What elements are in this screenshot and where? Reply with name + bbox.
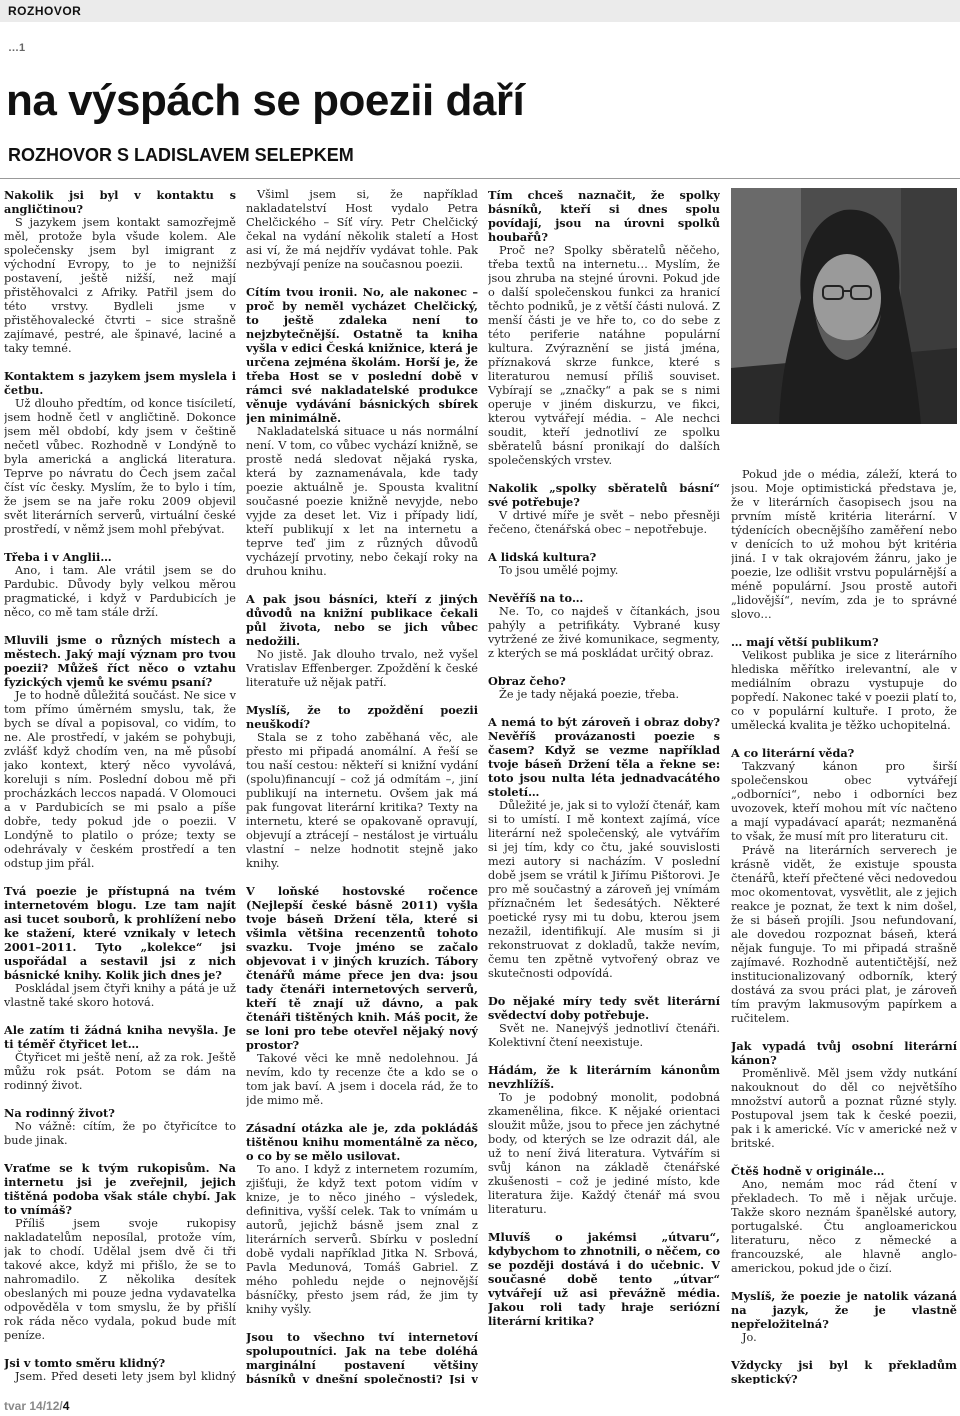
answer: Proč ne? Spolky sběratelů něčeho, třeba textů na internetu… Myslím, že jsou zhruba na stejné úrovni. Pokud jde o další společenskou funkci za hranicí těchto podniků, je z větší části nulová. Z menší části je ve hře to, co do sebe z této periferie natáhne populární kultura. Zvýraznění se jistá jména, příznaková skrze funkce, které s literaturou nemusí příliš souviset. Vybírají se „značky“ a pak se s nimi operuje v jiném diskurzu, ve fikci, kterou vytvářejí média. – Ale nechci soudit, kteří jednotliví ze spolku sběratelů básní pronikají do dalších společenských vrstev. [488,244,720,467]
answer: Takzvaný kánon pro širší společenskou obec vytvářejí „odborníci“, nebo i odborníci bez uvozovek, kteří mohou mít víc načteno a mají vypadávací aparát; nezmaněná to však, že musí mít pro literaturu cit. [731,760,957,843]
answer: Právě na literárních serverech je krásně vidět, že existuje spousta čtenářů, kteří přečtené věci nedovedou moc okomentovat, vysvětlit, ale z jejich reakce je poznat, že text k nim došel, že si báseň projíli. Jsou nefundovaní, ale dovedou rozpoznat báseň, která nějak funguje. To mi připadá strašně zajímavé. Rozhodně autentičtější, než institucionalizovaný odborník, který dostává za svou práci plat, je zároveň tím pravým lakmusovým papírkem a ručitelem. [731,844,957,1025]
question: Jsou to všechno tví internetoví spolupoutníci. Jak na tebe doléhá marginální postavení většiny básníků v dnešní společnosti? Jsi v [246,1330,478,1384]
answer: Jo. [742,1331,757,1344]
question: Mluvíš o jakémsi „útvaru“, kdybychom to zhnotnili, o něčem, co se později dostává i do učebnic. V současné době tento „útvar“ vytvářejí už asi převážně média. Jakou roli tady hraje seriózní literární kritika? [488,1230,720,1328]
answer: Ano, i tam. Ale vrátil jsem se do Pardubic. Důvody byly velkou měrou pragmatické, i když v Pardubicích je něco, co mě tam stále drží. [4,564,236,619]
answer: Jsem. Před deseti lety jsem byl klidný [15,1370,236,1383]
question: Zásadní otázka ale je, zda pokládáš tištěnou knihu momentálně za něco, o co by se mělo usilovat. [246,1121,478,1163]
question: Jak vypadá tvůj osobní literární kánon? [731,1039,957,1067]
article-title: na výspách se poezii daří [6,76,525,125]
question: Cítím tvou ironii. No, ale nakonec – proč by neměl vycházet Chelčický, to ještě zdaleka není to nejzbytečnější. Ostatně ta kniha vyšla v edici Česká knižnice, která je určena zejména školám. Horší je, že třeba Host se v poslední době v rámci své nakladatelské produkce věnuje vydávání básnických sbírek jen minimálně. [246,285,478,425]
answer: Čtyřicet mi ještě není, až za rok. Ještě můžu rok psát. Potom se dám na rodinný život. [4,1051,236,1092]
answer: To jsou umělé pojmy. [499,564,619,577]
question: Na rodinný život? [4,1106,115,1120]
title-divider [0,178,960,179]
answer: To ano. I když z internetem rozumím, zjišťuji, že když text potom vidím v knize, je to něco jiného – výsledek, definitiva, vyšší celek. Tak to vnímám u autorů, jejichž básně jsem znal z literárních serverů. Sbírku v poslední době vydali například Jitka N. Srbová, Pavla Medunová, Tomáš Gabriel. Z mého pohledu nejde o nejnovější básníčky, přesto jsem rád, že jim ty knihy vyšly. [246,1163,478,1316]
question: Obraz čeho? [488,674,566,688]
question: Tvá poezie je přístupná na tvém internetovém blogu. Lze tam najít asi tucet souborů, k prohlížení nebo ke stažení, které vznikaly v letech 2001–2011. Tyto „kolekce“ jsi uspořádal a sestavil jsi z nich básnické knihy. Kolik jich dnes je? [4,884,236,982]
answer: Svět ne. Nanejvýš jednotliví čtenáři. Kolektivní čtení neexistuje. [488,1022,720,1049]
question: … mají větší publikum? [731,635,879,649]
answer: Důležité je, jak si to vyloží čtenář, kam si to umístí. I mě kontext zajímá, více literární než společenský, ale vytvářím si jej tím, kdy co čtu, jaké souvislosti mezi autory si nacházím. V poslední době jsem se vrátil k Jiřímu Pištorovi. Je pro mě součastný a zároveň jej vnímám příznačném let šedesátých. Některé poetické rysy mi tu dobu, kterou jsem nezažil, identifikují. Ale musím si ji rekonstruovat z dokladů, takže nevím, čemu ten zpětně vytvořený obraz ve skutečnosti odpovídá. [488,799,720,980]
answer: Ano, nemám moc rád čtení v překladech. To mě i nějak určuje. Takže skoro neznám španělské autory, portugalské. Čtu angloamerickou literaturu, něco z německé a francouzské, ale hlavně anglo-americkou, pokud jde o čizí. [731,1178,957,1275]
answer: Pokud jde o média, záleží, která to jsou. Moje optimistická představa je, že v literárních časopisech jsou na prvním místě kritéria literární. V týdenících obecnějšího zaměření nebo v denících to už mohou být kritéria jiná. I v tak okrajovém žánru, jako je poezie, lze odlišit vrstvu populárnější a méně populární. Jsou prostě autoři „lidovější“, nevím, zda je to správné slovo… [731,468,957,621]
question: Myslíš, že to zpoždění poezii neuškodí? [246,703,478,731]
question: Kontaktem s jazykem jsem myslela i četbu. [4,369,236,397]
article-subtitle: ROZHOVOR S LADISLAVEM SELEPKEM [8,145,354,165]
text-column-1 [4,188,236,1384]
continued-marker: …1 [8,42,26,54]
answer: Takové věci ke mně nedolehnou. Já nevím, kdo ty recenze čte a kdo se o tom jak baví. A jsem i docela rád, že to jde mimo mě. [246,1052,478,1107]
question: Nakolik jsi byl v kontaktu s angličtinou? [4,188,236,216]
answer: Velikost publika je sice z literárního hlediska měřítko irelevantní, ale v mediálním obrazu vystupuje do popředí. Nakonec také v poezii platí to, co v populární kultuře. I proto, že umělecká kvalita je těžko uchopitelná. [731,649,957,732]
answer: To je podobný monolit, podobná zkamenělina, fikce. K nějaké orientaci sloužit může, jsou to přece jen záchytné body, od kterých se lze odrazit dál, ale už to není živá literatura. Vytvářím si svůj kánon na základě čtenářské zkušenosti – což je jediné místo, kde literatura žije. Každý čtenář má svou literaturu. [488,1091,720,1216]
question: Nevěříš na to… [488,591,584,605]
answer: Příliš jsem svoje rukopisy nakladatelům neposílal, protože vím, jak to chodí. Udělal jsem dvě či tři takové akce, když mi přišlo, že se to nahromadilo. Z několika desítek obeslaných mi pouze jedna vydavatelka odpověděla v tom smyslu, že by přišlí rok ráda něco vydala, pokud bude mít peníze. [4,1217,236,1342]
question: Myslíš, že poezie je natolik vázaná na jazyk, že je vlastně nepřeložitelná? [731,1289,957,1331]
question: A lidská kultura? [488,550,597,564]
question: Jsi v tomto směru klidný? [4,1356,166,1370]
answer: Stala se z toho zaběhaná věc, ale přesto mi připadá anomální. A řeší se tou naší cestou: někteří si knižní vydání (spolu)financují – což já odmítám –, jiní publikují na internetu. Ovšem jak má pak fungovat literární kritika? Texty na internetu, které se opakovaně opravují, objevují a ztrácejí – nestálost je virtuálu vlastní – nelze hodnotit stejně jako knihy. [246,731,478,870]
answer: Je to hodně důležitá součást. Ne sice v tom přímo úměrném smyslu, tak, že bych se díval a popisoval, co vidím, to ne. Ale prostředí, v jakém se pohybuji, zvlášť když chodím ven, na mě působí jako kontext, který něco vyvolává, koreluji s ním. Poslední dobou mě při procházkách leccos napadá. V Olomouci a v Pardubicích se mi psalo a píše dobře, tedy pokud jde o poezii. V Londýně to platilo o próze; texty se odehrávaly v českém prostředí a ten odstup jim přál. [4,689,236,870]
answer: No vážně: cítím, že po čtyřicítce to bude jinak. [4,1120,236,1147]
question: Třeba i v Anglii… [4,550,112,564]
text-column-4 [731,468,957,1384]
question: Tím chceš naznačit, že spolky básníků, kteří si dnes spolu povídají, jsou na úrovni spolků houbařů? [488,188,720,244]
question: A nemá to být zároveň i obraz doby? Nevěříš provázanosti poezie s časem? Když se vezme například tvoje báseň Držení těla a řekne se: toto jsou nulta léta jednadvacátého století… [488,715,720,799]
answer: Ne. To, co najdeš v čítankách, jsou pahýly a petrifikáty. Vybrané kusy vytržené ze živé komunikace, segmenty, z kterých se má poskládat určitý obraz. [488,605,720,660]
question: Ale zatím ti žádná kniha nevyšla. Je ti téměř čtyřicet let… [4,1023,236,1051]
question: A pak jsou básníci, kteří z jiných důvodů na knižní publikace čekali půl života, nebo se jich vůbec nedožili. [246,592,478,648]
question: Hádám, že k literárním kánonům nevzhlížíš. [488,1063,720,1091]
text-column-2 [246,188,478,1384]
question: Mluvili jsme o různých místech a městech. Jaký mají význam pro tvou poezii? Můžeš říct něco o vztahu fyzických vjemů ke svému psaní? [4,633,236,689]
question: V loňské hostovské ročence (Nejlepší české básně 2011) vyšla tvoje báseň Držení těla, které si všimla většina recenzentů tohoto svazku. Tvoje jméno se začalo objevovat i v jiných kruzích. Tábory čtenářů máme přece jen dva: jsou tady čtenáři internetových serverů, kteří tě znají už dávno, a pak čtenáři tištěných knih. Máš pocit, že se loni pro tebe otevřel nějaký nový prostor? [246,884,478,1052]
answer: Nakladatelská situace u nás normální není. V tom, co vůbec vychází knižně, se prostě nedá sledovat nějaká ryska, která by zaznamenávala, kde tady poezie aktuálně je. Spousta kvalitní současné poezie knižně nevyjde, nebo vyjde za deset let. Viz i případy lidí, kteří publikují x let na internetu a teprve teď jim z různých důvodů vycházejí prvotiny, nebo čekají roky na druhou knihu. [246,425,478,578]
answer: Všiml jsem si, že například nakladatelství Host vydalo Petra Chelčického – Síť víry. Petr Chelčický čekal na vydání několik staletí a Host asi ví, že má nejdřív vydávat tohle. Pak nezbývají peníze na současnou poezii. [246,188,478,271]
answer: No jistě. Jak dlouho trvalo, než vyšel Vratislav Effenberger. Zpoždění k české literatuře už nějak patří. [246,648,478,689]
question: Do nějaké míry tedy svět literární svědectví doby potřebuje. [488,994,720,1022]
top-bar [0,0,960,22]
question: Nakolik „spolky sběratelů básní“ své potřebuje? [488,481,720,509]
section-label: ROZHOVOR [8,4,82,18]
answer: Už dlouho předtím, od konce tisíciletí, jsem hodně četl v angličtině. Dokonce jsem měl období, kdy jsem v češtině nečetl vůbec. Rozhodně v Londýně to byla americká a anglická literatura. Teprve po návratu do Čech jsem začal číst víc česky. Myslím, že to bylo i tím, že jsem se na jaře roku 2009 objevil svět literárních serverů, virtuální české prostředí, v němž jsem mohl přebývat. [4,397,236,536]
answer: Že je tady nějaká poezie, třeba. [499,688,680,701]
answer: V drtivé míře je svět – nebo přesněji řečeno, čtenářská obec – nepotřebuje. [488,509,720,536]
page-number: 4 [62,1399,70,1413]
text-column-3 [488,188,720,1384]
portrait-image [731,188,957,424]
question: Vraťme se k tvým rukopisům. Na internetu jsi je zveřejnil, jejich tištěná podoba však stále chybí. Jak to vnímáš? [4,1161,236,1217]
author-photo [731,188,957,424]
answer: Poskládal jsem čtyři knihy a pátá je už vlastně také skoro hotová. [4,982,236,1009]
answer: Proměnlivě. Měl jsem vždy nutkání nakouknout do děl co největšího množství autorů a poznat různé styly. Postupoval jsem tak k české poezii, pak i k americké. Víc v americké než v britské. [731,1067,957,1150]
page-footer [4,1399,69,1413]
issue-label: tvar 14/12/ [4,1399,63,1413]
answer: S jazykem jsem kontakt samozřejmě měl, protože byla všude kolem. Ale společensky jsem byl imigrant z východní Evropy, to je to nejnižší postavení, ještě nižší, než mají přistěhovalci z Afriky. Patřil jsem do této vrstvy. Bydleli jsme v přistěhovalecké čtvrti – sice strašně zajímavé, pestré, ale špinavé, laciné a taky temné. [4,216,236,355]
question: A co literární věda? [731,746,855,760]
question: Vždycky jsi byl k překladům skeptický? [731,1358,957,1384]
question: Čtěš hodně v originále… [731,1164,885,1178]
